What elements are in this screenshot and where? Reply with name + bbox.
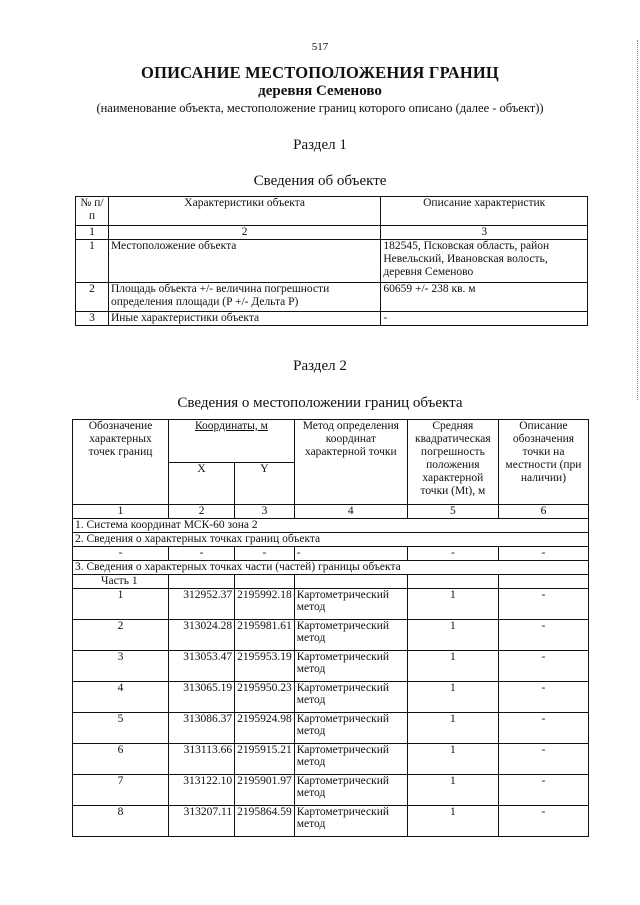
row-description: 60659 +/- 238 кв. м: [381, 283, 588, 312]
section-row: [73, 519, 589, 533]
point-x: 312952.37: [169, 589, 235, 620]
object-info-table: [75, 196, 588, 326]
table-row: [73, 775, 589, 806]
table-row: [76, 283, 588, 312]
point-x: 313024.28: [169, 620, 235, 651]
header-y: Y: [235, 462, 295, 505]
point-y: 2195950.23: [235, 682, 295, 713]
column-index-row: [73, 505, 589, 519]
point-y: 2195981.61: [235, 620, 295, 651]
row-characteristic: Иные характеристики объекта: [108, 312, 380, 326]
row-description: 182545, Псковская область, район Невельский, Ивановская волость, деревня Семеново: [381, 240, 588, 283]
col-index: 1: [73, 505, 169, 519]
section1-heading: Сведения об объекте: [253, 173, 387, 189]
part-row: [73, 575, 589, 589]
column-index-row: [76, 226, 588, 240]
title-note: (наименование объекта, местоположение границ которого описано (далее - объект)): [96, 101, 544, 115]
col-index: 5: [407, 505, 498, 519]
point-mt: 1: [407, 713, 498, 744]
point-number: 6: [73, 744, 169, 775]
boundary-points-table: [72, 419, 589, 837]
point-desc: -: [498, 806, 588, 837]
row-num: 2: [76, 283, 109, 312]
point-desc: -: [498, 775, 588, 806]
header-characteristics: Характеристики объекта: [108, 197, 380, 226]
dash-cell: -: [73, 547, 169, 561]
col-index: 2: [108, 226, 380, 240]
row-num: 3: [76, 312, 109, 326]
point-mt: 1: [407, 806, 498, 837]
point-y: 2195924.98: [235, 713, 295, 744]
header-method: Метод определения координат характерной точки: [294, 420, 407, 505]
point-x: 313113.66: [169, 744, 235, 775]
point-desc: -: [498, 744, 588, 775]
point-x: 313053.47: [169, 651, 235, 682]
point-method: Картометрический метод: [294, 651, 407, 682]
point-mt: 1: [407, 589, 498, 620]
point-number: 3: [73, 651, 169, 682]
table-row: [76, 240, 588, 283]
table-header-row: [73, 420, 589, 463]
parts-header-row: 3. Сведения о характерных точках части (частей) границы объекта: [73, 561, 589, 575]
page-number: 517: [311, 41, 329, 53]
point-desc: -: [498, 651, 588, 682]
point-x: 313207.11: [169, 806, 235, 837]
dash-cell: -: [407, 547, 498, 561]
point-mt: 1: [407, 682, 498, 713]
section1-label: Раздел 1: [293, 137, 347, 153]
header-x: X: [169, 462, 235, 505]
point-number: 8: [73, 806, 169, 837]
document-title: ОПИСАНИЕ МЕСТОПОЛОЖЕНИЯ ГРАНИЦ: [141, 63, 499, 82]
point-y: 2195992.18: [235, 589, 295, 620]
table-row: [73, 651, 589, 682]
point-y: 2195953.19: [235, 651, 295, 682]
row-num: 1: [76, 240, 109, 283]
col-index: 3: [381, 226, 588, 240]
point-mt: 1: [407, 651, 498, 682]
section2-heading: Сведения о местоположении границ объекта: [177, 395, 463, 411]
dash-cell: -: [294, 547, 407, 561]
table-row: [73, 589, 589, 620]
point-desc: -: [498, 620, 588, 651]
col-index: 4: [294, 505, 407, 519]
point-mt: 1: [407, 775, 498, 806]
point-number: 1: [73, 589, 169, 620]
col-index: 6: [498, 505, 588, 519]
point-desc: -: [498, 682, 588, 713]
table-row: [73, 713, 589, 744]
row-characteristic: Площадь объекта +/- величина погрешности определения площади (P +/- Дельта P): [108, 283, 380, 312]
col-index: 3: [235, 505, 295, 519]
header-coordinates: Координаты, м: [169, 420, 295, 463]
dash-cell: -: [498, 547, 588, 561]
point-method: Картометрический метод: [294, 775, 407, 806]
table-row: [73, 806, 589, 837]
section2-label: Раздел 2: [293, 358, 347, 374]
header-point-description: Описание обозначения точки на местности (при наличии): [498, 420, 588, 505]
point-method: Картометрический метод: [294, 589, 407, 620]
col-index: 2: [169, 505, 235, 519]
dash-cell: -: [169, 547, 235, 561]
col-index: 1: [76, 226, 109, 240]
section-row: [73, 561, 589, 575]
header-description: Описание характеристик: [381, 197, 588, 226]
header-error: Средняя квадратическая погрешность положения характерной точки (Mt), м: [407, 420, 498, 505]
table-row: [76, 312, 588, 326]
table-header-row: [76, 197, 588, 226]
point-method: Картометрический метод: [294, 682, 407, 713]
dash-cell: -: [235, 547, 295, 561]
point-method: Картометрический метод: [294, 806, 407, 837]
point-mt: 1: [407, 620, 498, 651]
object-name: деревня Семеново: [258, 83, 382, 99]
part-label: Часть 1: [73, 575, 169, 589]
point-y: 2195901.97: [235, 775, 295, 806]
point-number: 5: [73, 713, 169, 744]
scan-edge-line: [636, 40, 638, 400]
point-x: 313065.19: [169, 682, 235, 713]
point-number: 2: [73, 620, 169, 651]
point-mt: 1: [407, 744, 498, 775]
point-desc: -: [498, 589, 588, 620]
header-point: Обозначение характерных точек границ: [73, 420, 169, 505]
table-row: [73, 682, 589, 713]
point-number: 4: [73, 682, 169, 713]
table-row: [73, 744, 589, 775]
section-row: [73, 533, 589, 547]
table-row: [73, 547, 589, 561]
coordinate-system-row: 1. Система координат МСК-60 зона 2: [73, 519, 589, 533]
row-description: -: [381, 312, 588, 326]
point-desc: -: [498, 713, 588, 744]
point-method: Картометрический метод: [294, 744, 407, 775]
point-x: 313122.10: [169, 775, 235, 806]
point-x: 313086.37: [169, 713, 235, 744]
point-method: Картометрический метод: [294, 713, 407, 744]
point-y: 2195864.59: [235, 806, 295, 837]
header-num: № п/п: [76, 197, 109, 226]
points-header-row: 2. Сведения о характерных точках границ объекта: [73, 533, 589, 547]
point-number: 7: [73, 775, 169, 806]
point-method: Картометрический метод: [294, 620, 407, 651]
table-row: [73, 620, 589, 651]
row-characteristic: Местоположение объекта: [108, 240, 380, 283]
point-y: 2195915.21: [235, 744, 295, 775]
